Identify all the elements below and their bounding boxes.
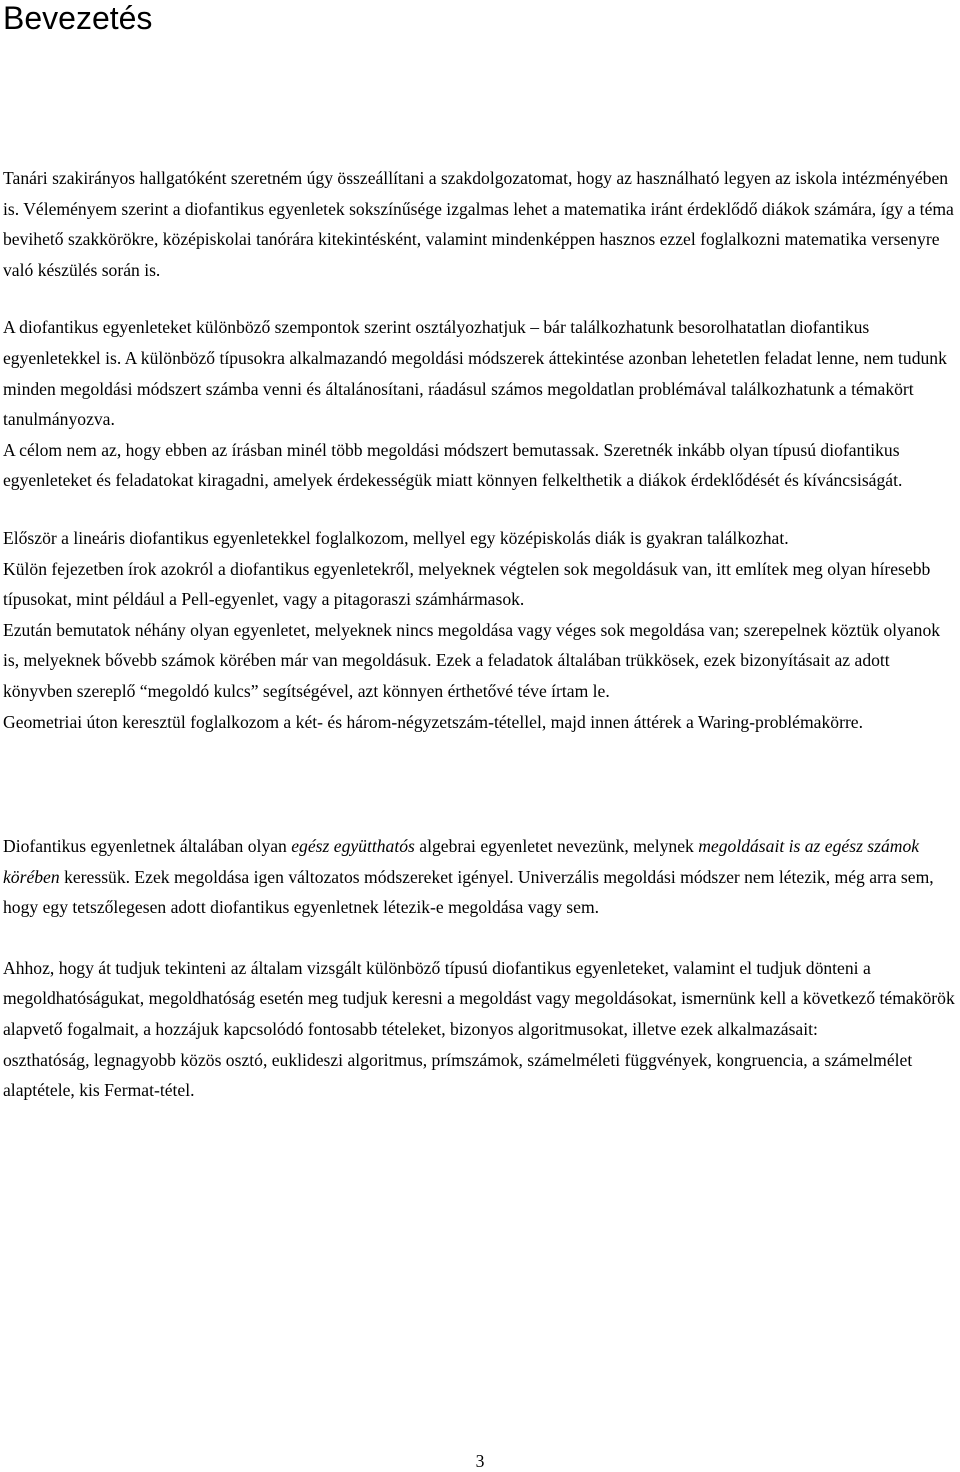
definition-text-c: keressük. Ezek megoldása igen változatos módszereket igényel. Univerzális megoldási módszer nem létezik, még arra sem, hogy egy tetszőlegesen adott diofantikus egyenletnek létezik-e megoldása vagy sem. [3, 866, 934, 918]
page-number: 3 [475, 1451, 485, 1471]
definition-text-b: algebrai egyenletet nevezünk, melynek [414, 836, 699, 857]
definition-text-a: Diofantikus egyenletnek általában olyan [3, 836, 292, 857]
infinite-solutions-paragraph: Külön fejezetben írok azokról a diofantikus egyenletekről, melyeknek végtelen sok megoldásuk van, itt említek meg olyan híresebb típusokat, mint például a Pell-egyenlet, vagy a pitagoraszi számhármasok. [3, 558, 931, 610]
intro-paragraph: Tanári szakirányos hallgatóként szeretném úgy összeállítani a szakdolgozatomat, hogy az használható legyen az iskola intézményében is. Véleményem szerint a diofantikus egyenletek sokszínűsége izgalmas lehet a matematika iránt érdeklődő diákok számára, így a téma bevihető szakkörökre, középiskolai tanórára kitekintésként, valamint mindenképpen hasznos ezzel foglalkozni matematika versenyre való készülés során is. [3, 168, 954, 280]
linear-equations-paragraph: Először a lineáris diofantikus egyenletekkel foglalkozom, mellyel egy középiskolás diák is gyakran találkozhat. [3, 527, 789, 548]
definition-emphasis-coefficients: egész együtthatós [291, 836, 415, 857]
goal-paragraph: A célom nem az, hogy ebben az írásban minél több megoldási módszert bemutassak. Szeretnék inkább olyan típusú diofantikus egyenleteket és feladatokat kiragadni, amelyek érdekességük miatt könnyen felkelthetik a diákok érdeklődését és kíváncsiságát. [3, 439, 903, 491]
classification-paragraph: A diofantikus egyenleteket különböző szempontok szerint osztályozhatjuk – bár találkozhatunk besorolhatatlan diofantikus egyenletekkel is. A különböző típusokra alkalmazandó megoldási módszerek áttekintése azonban lehetetlen feladat lenne, nem tudunk minden megoldási módszert számba venni és általánosítani, ráadásul számos megoldatlan problémával találkozhatunk a témakört tanulmányozva. [3, 317, 947, 430]
prerequisites-paragraph: Ahhoz, hogy át tudjuk tekinteni az általam vizsgált különböző típusú diofantikus egyenleteket, valamint el tudjuk dönteni a megoldhatóságukat, megoldhatóság esetén meg tudjuk keresni a megoldást vagy megoldásokat, ismernünk kell a következő témakörök alapvető fogalmait, a hozzájuk kapcsolódó fontosabb tételeket, bizonyos algoritmusokat, illetve ezek alkalmazásait: [3, 957, 955, 1040]
no-solutions-paragraph: Ezután bemutatok néhány olyan egyenletet, melyeknek nincs megoldása vagy véges sok megoldása van; szerepelnek köztük olyanok is, melyeknek bővebb számok körében már van megoldásuk. Ezek a feladatok általában trükkösek, ezek bizonyításait az adott könyvben szereplő “megoldó kulcs” segítségével, azt könnyen érthetővé téve írtam le. [3, 619, 941, 701]
definition-emphasis-solutions: megoldásait is az egész számok körében [3, 836, 920, 887]
page-title: Bevezetés [3, 0, 153, 36]
definition-paragraph [3, 831, 955, 923]
topics-list-paragraph: oszthatóság, legnagyobb közös osztó, euklideszi algoritmus, prímszámok, számelméleti függvények, kongruencia, a számelmélet alaptétele, kis Fermat-tétel. [3, 1049, 913, 1101]
geometric-approach-paragraph: Geometriai úton keresztül foglalkozom a két- és három-négyzetszám-tétellel, majd innen áttérek a Waring-problémakörre. [3, 711, 864, 732]
document-page [3, 0, 955, 1106]
